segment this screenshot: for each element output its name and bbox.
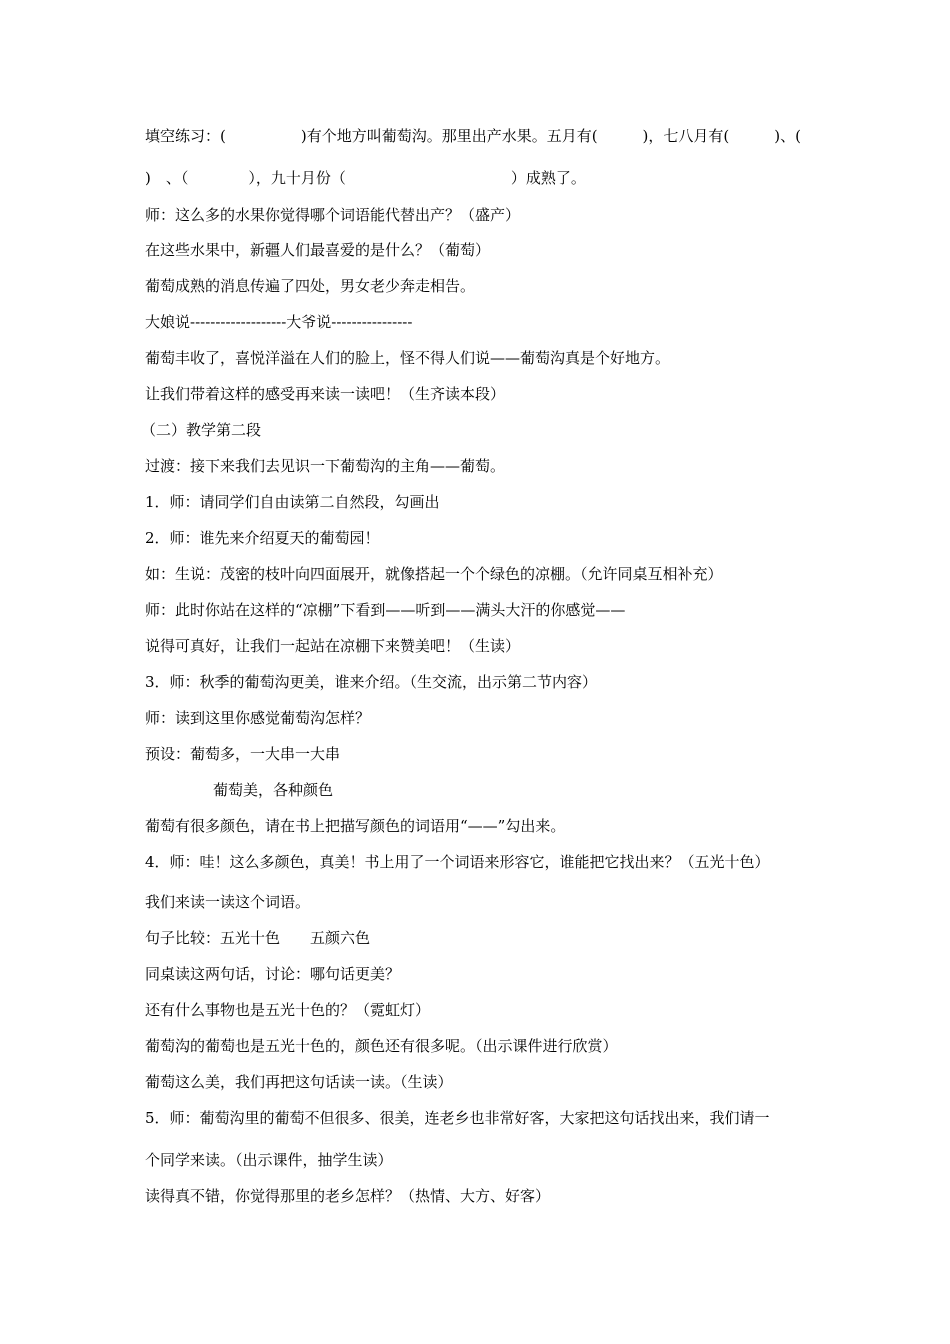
text-line: 如：生说：茂密的枝叶向四面展开，就像搭起一个个绿色的凉棚。（允许同桌互相补充） — [145, 565, 723, 583]
text-line: 师：这么多的水果你觉得哪个词语能代替出产？（盛产） — [145, 206, 521, 224]
text-line: 大娘说-------------------大爷说---------------- — [145, 313, 413, 331]
text-line: 5．师：葡萄沟里的葡萄不但很多、很美，连老乡也非常好客，大家把这句话找出来，我们请一 — [145, 1109, 770, 1127]
text-line: 葡萄成熟的消息传遍了四处，男女老少奔走相告。 — [145, 277, 476, 295]
text-line-indented: 葡萄美，各种颜色 — [213, 781, 334, 799]
text-line: 让我们带着这样的感受再来读一读吧！（生齐读本段） — [145, 385, 506, 403]
section-heading: （二）教学第二段 — [141, 421, 262, 439]
text-line: 句子比较：五光十色 五颜六色 — [145, 929, 371, 947]
text-line: 说得可真好，让我们一起站在凉棚下来赞美吧！（生读） — [145, 637, 521, 655]
text-line: 2．师：谁先来介绍夏天的葡萄园！ — [145, 529, 380, 547]
text-line: 葡萄有很多颜色，请在书上把描写颜色的词语用“——”勾出来。 — [145, 817, 566, 835]
text-line: 个同学来读。（出示课件，抽学生读） — [145, 1151, 393, 1169]
text-line: 葡萄这么美，我们再把这句话读一读。（生读） — [145, 1073, 453, 1091]
text-line: 师：此时你站在这样的“凉棚”下看到——听到——满头大汗的你感觉—— — [145, 601, 626, 619]
fill-blank-line-2: ) 、（ ），九十月份（ ）成熟了。 — [145, 169, 586, 187]
text-line: 1．师：请同学们自由读第二自然段，勾画出 — [145, 493, 440, 511]
text-line: 我们来读一读这个词语。 — [145, 893, 311, 911]
text-line: 还有什么事物也是五光十色的？（霓虹灯） — [145, 1001, 431, 1019]
text-line: 师：读到这里你感觉葡萄沟怎样？ — [145, 709, 371, 727]
text-line: 葡萄沟的葡萄也是五光十色的，颜色还有很多呢。（出示课件进行欣赏） — [145, 1037, 618, 1055]
fill-blank-line-1: 填空练习：( )有个地方叫葡萄沟。那里出产水果。五月有( )，七八月有( )、( — [145, 127, 801, 145]
text-line: 4．师：哇！这么多颜色，真美！书上用了一个词语来形容它，谁能把它找出来？（五光十色） — [145, 853, 770, 871]
text-line: 葡萄丰收了，喜悦洋溢在人们的脸上，怪不得人们说——葡萄沟真是个好地方。 — [145, 349, 671, 367]
text-line: 在这些水果中，新疆人们最喜爱的是什么？（葡萄） — [145, 241, 491, 259]
text-line: 过渡：接下来我们去见识一下葡萄沟的主角——葡萄。 — [145, 457, 506, 475]
text-line: 3．师：秋季的葡萄沟更美，谁来介绍。（生交流，出示第二节内容） — [145, 673, 598, 691]
text-line: 同桌读这两句话，讨论：哪句话更美？ — [145, 965, 401, 983]
text-line: 读得真不错，你觉得那里的老乡怎样？（热情、大方、好客） — [145, 1187, 551, 1205]
text-line: 预设：葡萄多，一大串一大串 — [145, 745, 341, 763]
